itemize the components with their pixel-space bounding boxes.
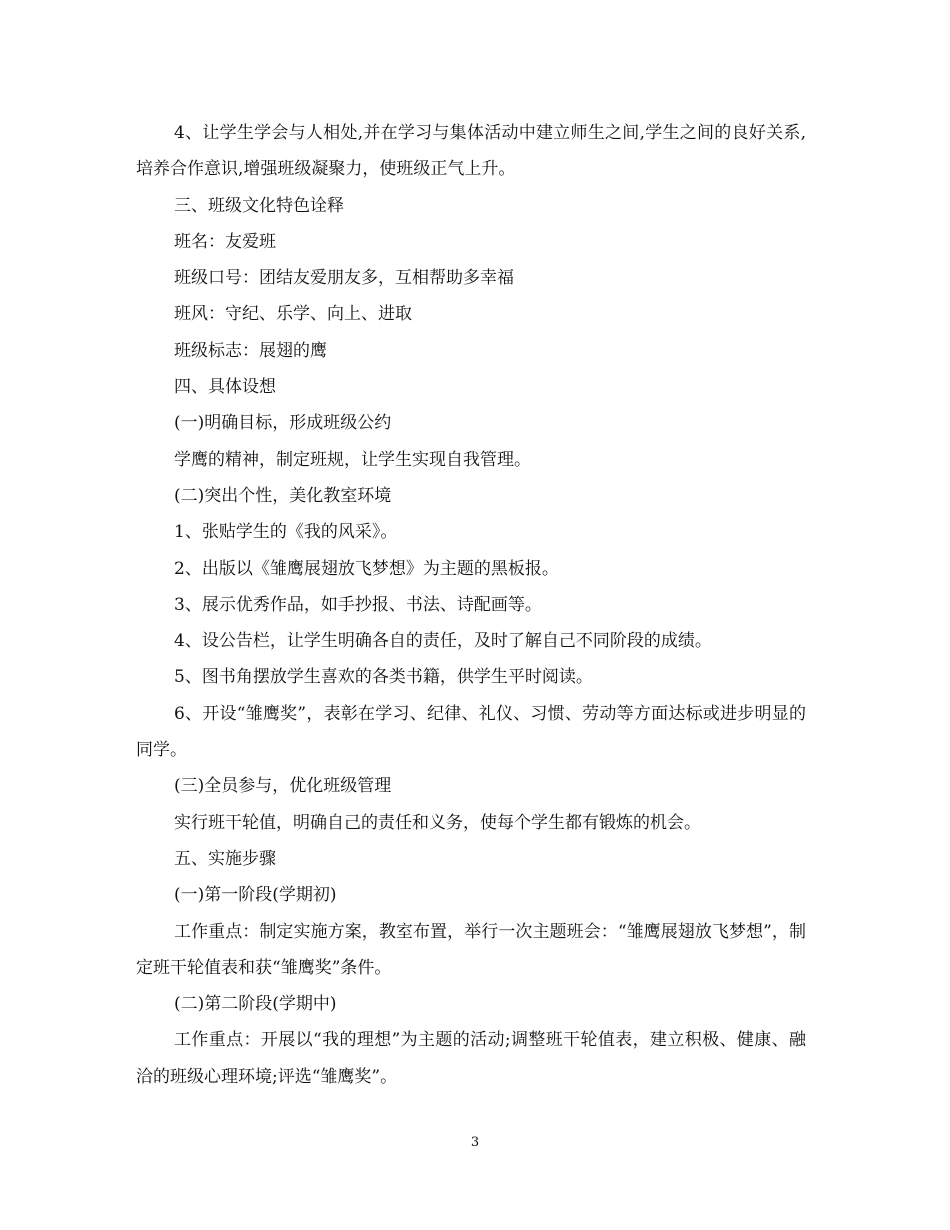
paragraph-rotation: 实行班干轮值，明确自己的责任和义务，使每个学生都有锻炼的机会。 xyxy=(174,812,701,833)
paragraph-class-ethos: 班风：守纪、乐学、向上、进取 xyxy=(174,304,412,325)
heading-class-culture: 三、班级文化特色诠释 xyxy=(174,195,344,216)
heading-specific-ideas: 四、具体设想 xyxy=(174,377,276,398)
paragraph-class-name: 班名：友爱班 xyxy=(174,231,276,252)
subheading-management: (三)全员参与，优化班级管理 xyxy=(174,776,392,797)
page-number: 3 xyxy=(470,1135,480,1150)
paragraph-stage-2-focus: 工作重点：开展以“我的理想”为主题的活动;调整班干轮值表，建立积极、健康、融洽的班级心理环境;评选“雏鹰奖”。 xyxy=(136,1030,806,1087)
paragraph-eagle-spirit: 学鹰的精神，制定班规，让学生实现自我管理。 xyxy=(174,449,531,470)
paragraph-class-slogan: 班级口号：团结友爱朋友多，互相帮助多幸福 xyxy=(174,268,514,289)
subheading-goals: (一)明确目标，形成班级公约 xyxy=(174,413,392,434)
heading-implementation: 五、实施步骤 xyxy=(174,848,276,869)
list-item-3: 3、展示优秀作品，如手抄报、书法、诗配画等。 xyxy=(174,594,542,615)
list-item-5: 5、图书角摆放学生喜欢的各类书籍，供学生平时阅读。 xyxy=(174,667,593,688)
list-item-6: 6、开设“雏鹰奖”，表彰在学习、纪律、礼仪、习惯、劳动等方面达标或进步明显的同学。 xyxy=(136,703,806,761)
document-body xyxy=(136,115,806,1095)
subheading-environment: (二)突出个性，美化教室环境 xyxy=(174,485,392,506)
paragraph-stage-1-focus: 工作重点：制定实施方案，教室布置，举行一次主题班会：“雏鹰展翅放飞梦想”，制定班干轮值表和获“雏鹰奖”条件。 xyxy=(136,921,806,978)
paragraph-class-emblem: 班级标志：展翅的鹰 xyxy=(174,340,327,361)
subheading-stage-2: (二)第二阶段(学期中) xyxy=(174,994,337,1015)
list-item-2: 2、出版以《雏鹰展翅放飞梦想》为主题的黑板报。 xyxy=(174,558,559,579)
subheading-stage-1: (一)第一阶段(学期初) xyxy=(174,885,337,906)
paragraph-goal-4: 4、让学生学会与人相处,并在学习与集体活动中建立师生之间,学生之间的良好关系,培养合作意识,增强班级凝聚力，使班级正气上升。 xyxy=(136,123,806,180)
list-item-1: 1、张贴学生的《我的风采》。 xyxy=(174,522,398,543)
list-item-4: 4、设公告栏，让学生明确各自的责任，及时了解自己不同阶段的成绩。 xyxy=(174,631,712,652)
